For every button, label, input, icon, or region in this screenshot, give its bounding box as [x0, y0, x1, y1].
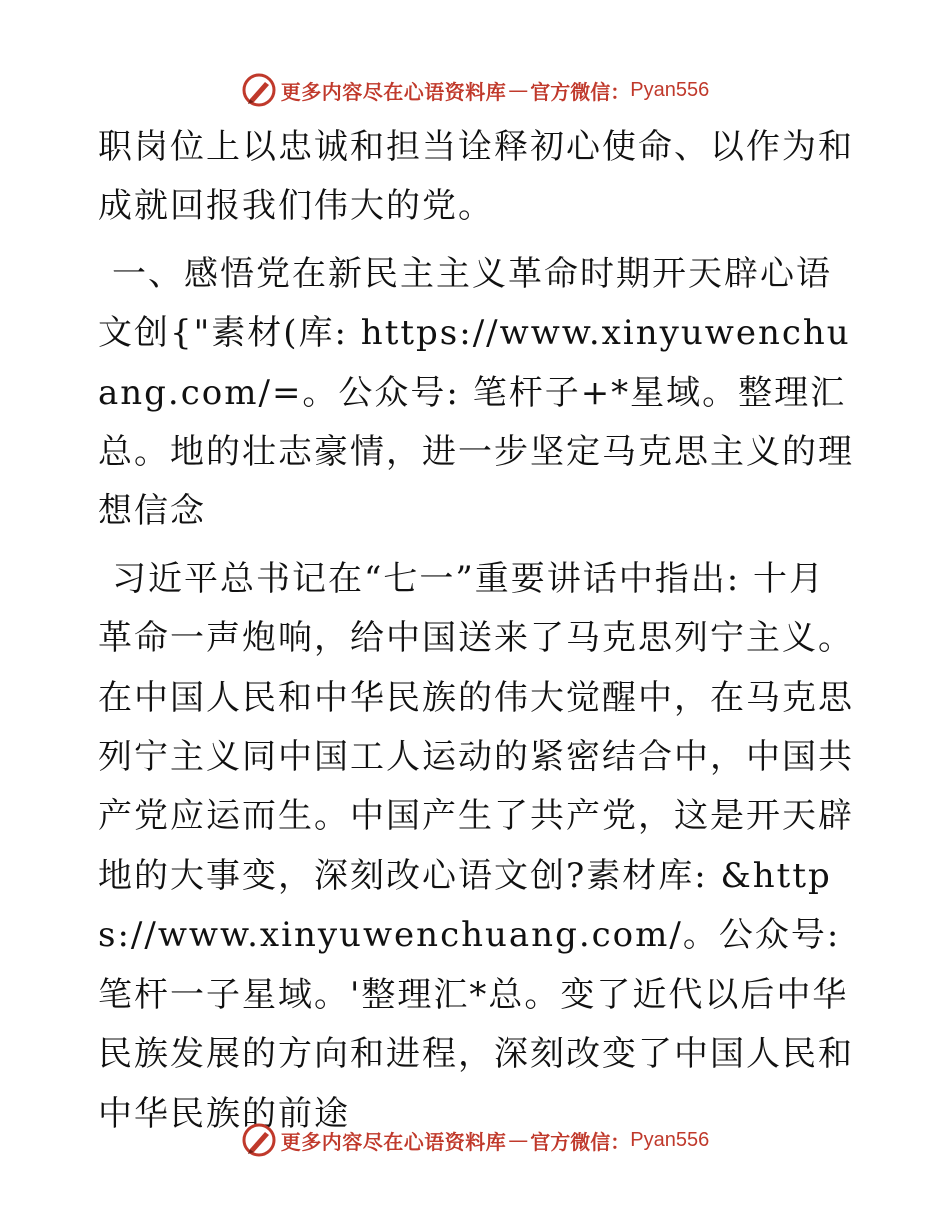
watermark-separator: — [508, 78, 529, 102]
watermark-separator: — [508, 1128, 529, 1152]
paragraph-1: 职岗位上以忠诚和担当诠释初心使命、以作为和成就回报我们伟大的党。 [98, 127, 854, 227]
watermark-title: 更多内容尽在心语资料库 [280, 1129, 507, 1154]
watermark-title: 更多内容尽在心语资料库 [280, 79, 507, 104]
footer-watermark [0, 1120, 950, 1160]
paragraph-2: 一、感悟党在新民主主义革命时期开天辟心语文创{"素材(库: https://www.xinyuwenchuang.com/=。公众号: 笔杆子+*星域。整理汇总。地的壮志豪情，进一步坚定马克思主义的理想信念 [98, 253, 854, 532]
pen-logo-icon [241, 72, 277, 108]
paragraph-3: 习近平总书记在“七一”重要讲话中指出: 十月革命一声炮响，给中国送来了马克思列宁主义。在中国人民和中华民族的伟大觉醒中，在马克思列宁主义同中国工人运动的紧密结合中，中国共产党应运而生。中国产生了共产党，这是开天辟地的大事变，深刻改心语文创?素材库: &https://www.xinyuwenchuang.com/。公众号: 笔杆一子星域。'整理汇*总。变了近代以后中华民族发展的方向和进程，深刻改变了中国人民和中华民族的前途 [98, 558, 854, 1134]
watermark-account-id: Pyan556 [630, 78, 710, 101]
pen-logo-icon [241, 1122, 277, 1158]
header-watermark [0, 70, 950, 110]
watermark-account-id: Pyan556 [630, 1128, 710, 1151]
watermark-account-label: 官方微信： [530, 1129, 631, 1154]
watermark-account-label: 官方微信： [530, 79, 631, 104]
document-body [98, 118, 858, 1152]
